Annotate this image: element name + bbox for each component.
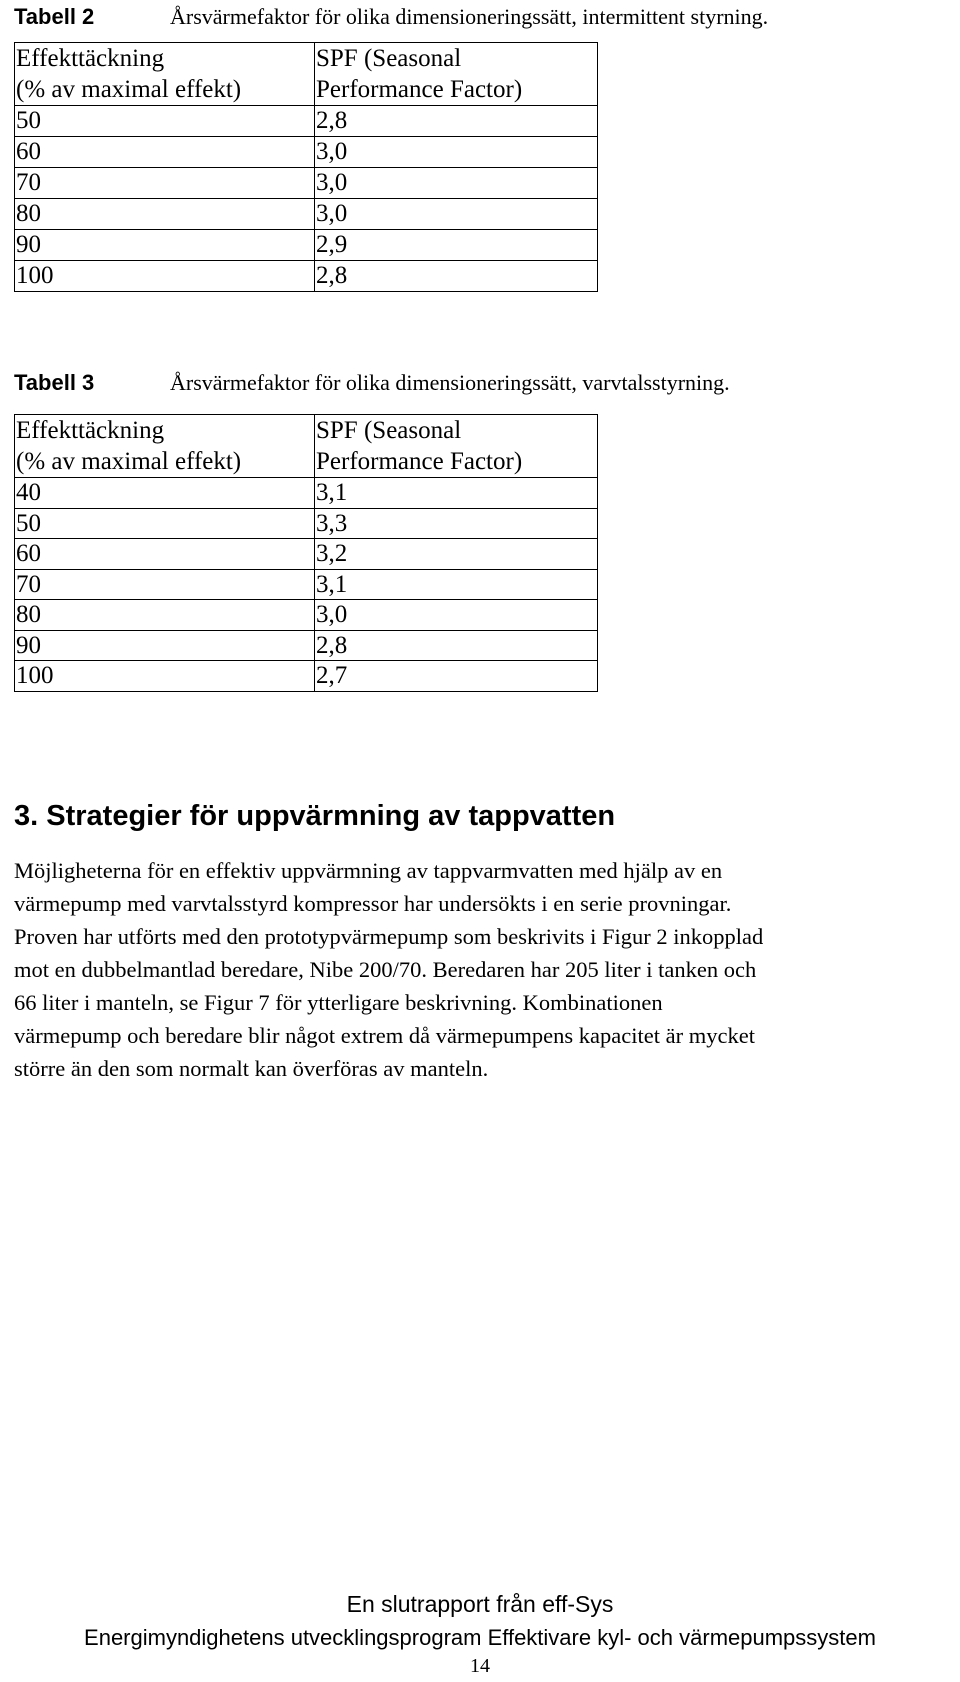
coverage-cell: 90 [15, 630, 315, 661]
table-row [15, 600, 598, 631]
coverage-cell: 50 [15, 106, 315, 137]
section-paragraph [14, 854, 960, 1085]
coverage-cell: 100 [15, 661, 315, 692]
table-row [15, 199, 598, 230]
table-row [15, 661, 598, 692]
page-number: 14 [470, 1655, 490, 1677]
table3-number: Tabell 3 [14, 370, 95, 395]
spf-cell: 3,0 [315, 199, 598, 230]
coverage-cell: 80 [15, 600, 315, 631]
table2 [14, 42, 598, 292]
table3 [14, 414, 598, 692]
spf-cell: 2,7 [315, 661, 598, 692]
table2-caption [14, 4, 768, 30]
paragraph-line: värmepump med varvtalsstyrd kompressor har undersökts i en serie provningar. [14, 891, 732, 916]
coverage-cell: 60 [15, 137, 315, 168]
table2-header-row [15, 43, 598, 106]
spf-cell: 3,0 [315, 137, 598, 168]
coverage-cell: 60 [15, 539, 315, 570]
coverage-cell: 90 [15, 230, 315, 261]
table-row [15, 230, 598, 261]
coverage-cell: 70 [15, 168, 315, 199]
paragraph-line: värmepump och beredare blir något extrem då värmepumpens kapacitet är mycket [14, 1023, 755, 1048]
spf-cell: 3,3 [315, 508, 598, 539]
spf-cell: 3,2 [315, 539, 598, 570]
table2-number: Tabell 2 [14, 4, 95, 29]
table2-caption-text: Årsvärmefaktor för olika dimensioneringssätt, intermittent styrning. [170, 4, 769, 29]
paragraph-line: Möjligheterna för en effektiv uppvärmning av tappvarmvatten med hjälp av en [14, 858, 723, 883]
coverage-cell: 50 [15, 508, 315, 539]
table3-caption [14, 370, 730, 396]
paragraph-line: Proven har utförts med den prototypvärmepump som beskrivits i Figur 2 inkopplad [14, 924, 764, 949]
table-row [15, 508, 598, 539]
spf-cell: 3,1 [315, 569, 598, 600]
table2-header-spf: SPF (Seasonal Performance Factor) [315, 43, 598, 106]
paragraph-line: större än den som normalt kan överföras av manteln. [14, 1056, 489, 1081]
table3-header-row [15, 415, 598, 478]
table-row [15, 106, 598, 137]
paragraph-line: mot en dubbelmantlad beredare, Nibe 200/70. Beredaren har 205 liter i tanken och [14, 957, 757, 982]
spf-cell: 3,1 [315, 478, 598, 509]
table3-header-spf: SPF (Seasonal Performance Factor) [315, 415, 598, 478]
table-row [15, 630, 598, 661]
spf-cell: 2,8 [315, 261, 598, 292]
table3-header-coverage: Effekttäckning (% av maximal effekt) [15, 415, 315, 478]
paragraph-line: 66 liter i manteln, se Figur 7 för ytterligare beskrivning. Kombinationen [14, 990, 663, 1015]
coverage-cell: 70 [15, 569, 315, 600]
table-row [15, 137, 598, 168]
footer-program-name: Energimyndighetens utvecklingsprogram Effektivare kyl- och värmepumpssystem [84, 1625, 876, 1650]
section-heading: 3. Strategier för uppvärmning av tappvatten [14, 800, 616, 832]
spf-cell: 2,8 [315, 630, 598, 661]
spf-cell: 3,0 [315, 600, 598, 631]
coverage-cell: 80 [15, 199, 315, 230]
spf-cell: 3,0 [315, 168, 598, 199]
table2-header-coverage: Effekttäckning (% av maximal effekt) [15, 43, 315, 106]
coverage-cell: 100 [15, 261, 315, 292]
spf-cell: 2,8 [315, 106, 598, 137]
table-row [15, 569, 598, 600]
table-row [15, 539, 598, 570]
table3-caption-text: Årsvärmefaktor för olika dimensioneringssätt, varvtalsstyrning. [170, 370, 730, 395]
footer-report-title: En slutrapport från eff-Sys [346, 1591, 614, 1617]
spf-cell: 2,9 [315, 230, 598, 261]
table-row [15, 261, 598, 292]
table-row [15, 168, 598, 199]
coverage-cell: 40 [15, 478, 315, 509]
table-row [15, 478, 598, 509]
